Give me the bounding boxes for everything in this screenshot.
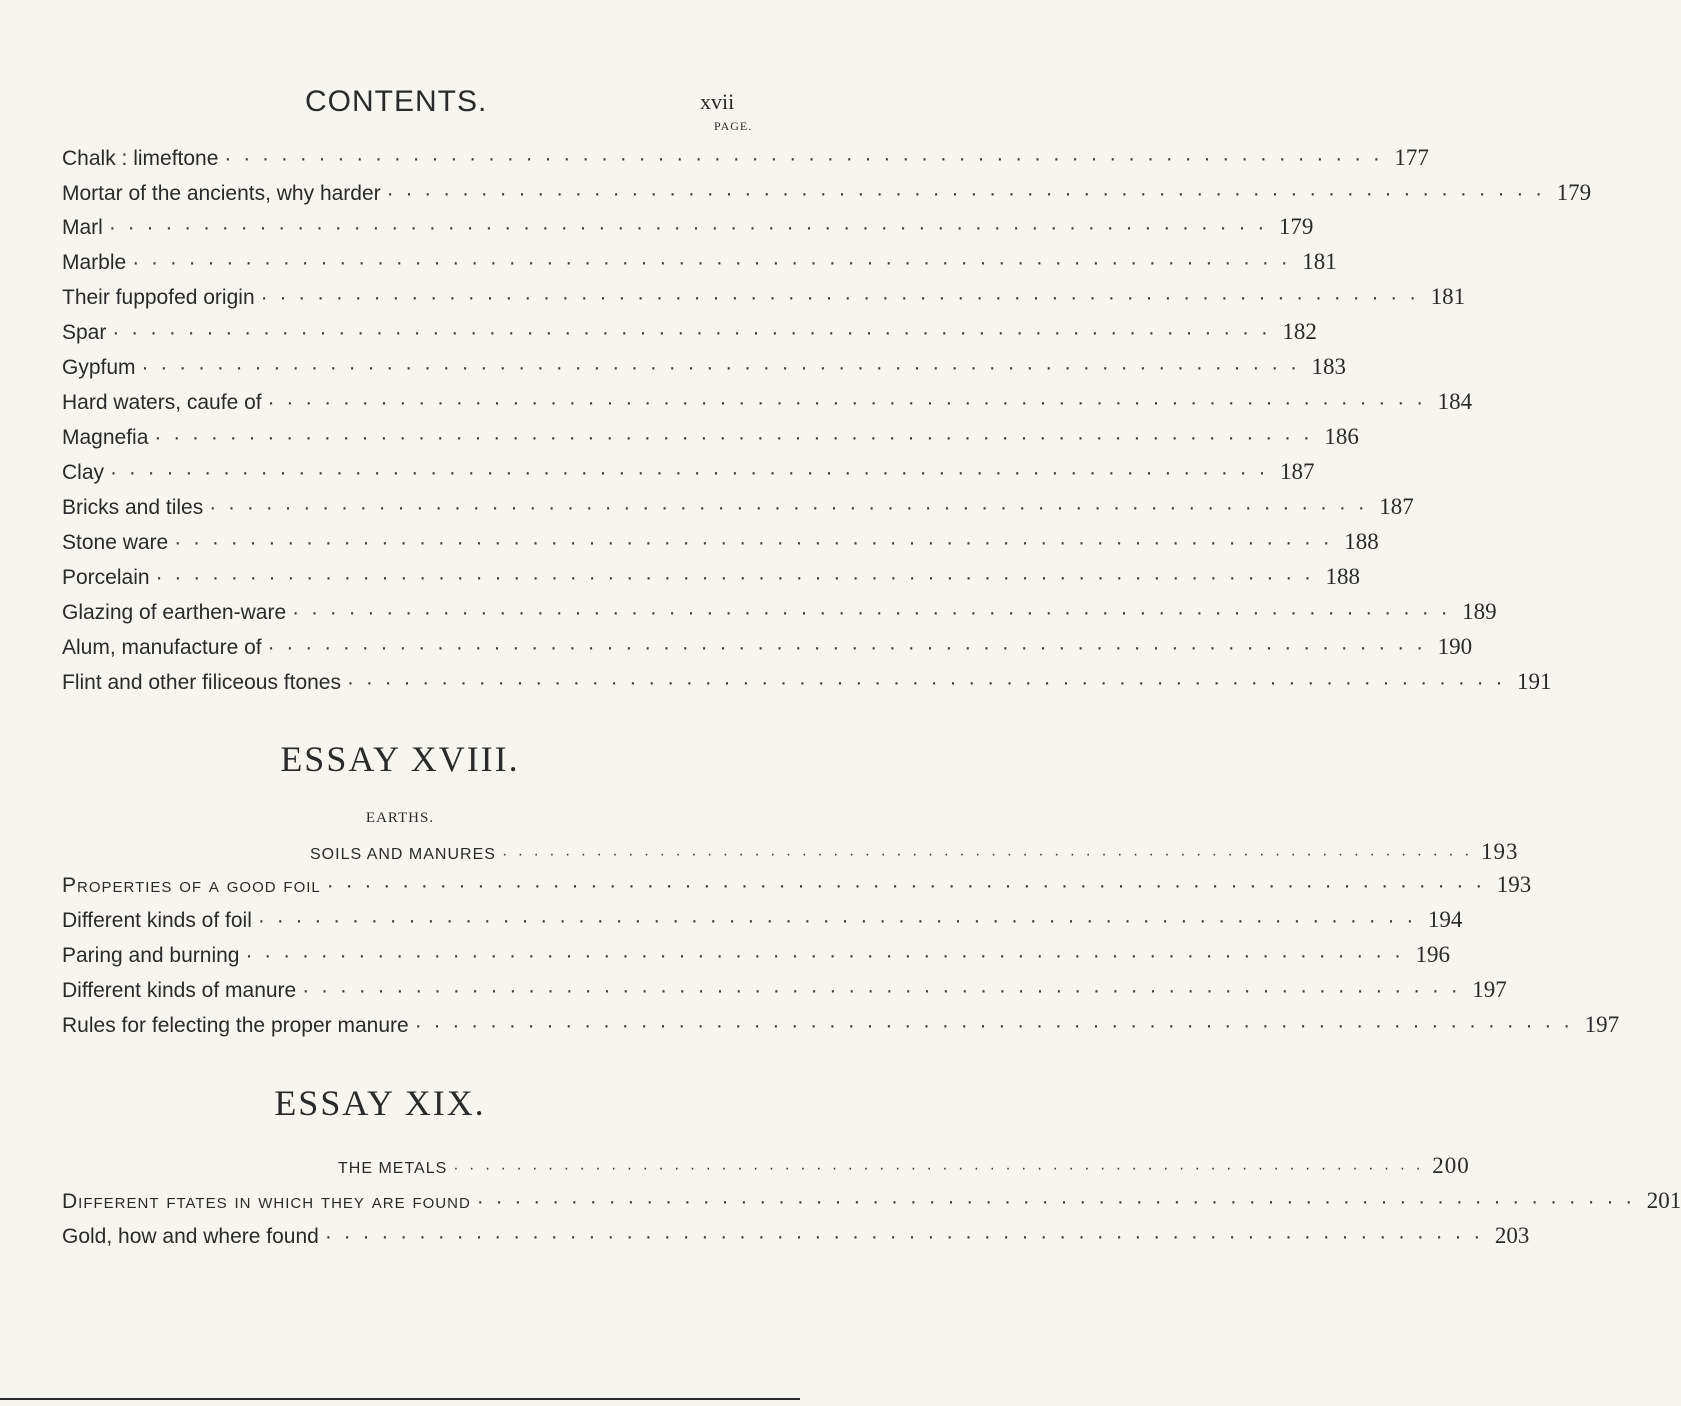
leader-dots: · · · · · · · · · · · · · · · · · · · · · · · · · · · · · · · · · · · · · · · · · · · · · · · · · · · · · · · · · · · · · ·	[302, 979, 1461, 1002]
toc-entry	[62, 319, 1317, 349]
toc-entry	[62, 669, 1552, 699]
entry-label: Flint and other filiceous ftones	[62, 671, 341, 694]
entry-label: Chalk : limeftone	[62, 147, 219, 170]
entry-label: Bricks and tiles	[62, 496, 204, 519]
toc-entry	[62, 1223, 1530, 1253]
entry-page: 189	[1462, 599, 1497, 624]
leader-dots: · · · · · · · · · · · · · · · · · · · · · · · · · · · · · · · · · · · · · · · · · · · · · · · · · · · · · · · · · · · · · ·	[110, 461, 1269, 484]
leader-dots: · · · · · · · · · · · · · · · · · · · · · · · · · · · · · · · · · · · · · · · · · · · · · · · · · · · · · · · · · · · · · ·	[267, 391, 1427, 414]
entry-page: 203	[1494, 1223, 1530, 1248]
entry-label: Different kinds of manure	[62, 979, 297, 1002]
entry-page: 188	[1344, 529, 1379, 554]
entry-page: 196	[1415, 942, 1450, 967]
entry-page: 186	[1324, 424, 1359, 449]
toc-entry	[62, 249, 1337, 279]
entry-page: 181	[1302, 249, 1337, 274]
entry-page: 197	[1472, 977, 1507, 1002]
entry-page: 179	[1278, 214, 1314, 239]
entry-label: Gold, how and where found	[62, 1225, 319, 1248]
toc-entry	[62, 942, 1450, 972]
section-label: SOILS AND MANURES	[310, 846, 496, 863]
toc-entry	[62, 424, 1359, 454]
leader-dots: · · · · · · · · · · · · · · · · · · · · · · · · · · · · · · · · · · · · · · · · · · · · · · · · · · · · · · · · · · · · · ·	[257, 909, 1417, 932]
leader-dots: · · · · · · · · · · · · · · · · · · · · · · · · · · · · · · · · · · · · · · · · · · · · · · · · · · · · · · · · · · · · · ·	[292, 601, 1451, 624]
entry-label: Properties of a good foil	[62, 874, 321, 897]
entry-page: 181	[1430, 284, 1466, 309]
toc-entry	[62, 529, 1379, 559]
entry-page: 197	[1584, 1012, 1620, 1037]
entry-label: Different kinds of foil	[62, 909, 252, 932]
section-label: THE METALS	[338, 1160, 448, 1177]
entry-page: 184	[1437, 389, 1473, 414]
entry-label: Marl	[62, 216, 103, 239]
toc-entry	[62, 634, 1473, 664]
leader-dots: · · · · · · · · · · · · · · · · · · · · · · · · · · · · · · · · · · · · · · · · · · · · · · · · · · · · · · · · · · · · · ·	[154, 426, 1313, 449]
section-page: 193	[1480, 839, 1519, 864]
toc-entry	[62, 180, 1592, 210]
toc-entry	[62, 214, 1314, 244]
leader-dots: · · · · · · · · · · · · · · · · · · · · · · · · · · · · · · · · · · · · · · · · · · · · · · · · · · · · · · · · · · · · · ·	[112, 321, 1271, 344]
entry-label: Mortar of the ancients, why harder	[62, 182, 381, 205]
leader-dots: · · · · · · · · · · · · · · · · · · · · · · · · · · · · · · · · · · · · · · · · · · · · · · · · · · · · · · · · · · · · · ·	[453, 1160, 1424, 1177]
leader-dots: · · · · · · · · · · · · · · · · · · · · · · · · · · · · · · · · · · · · · · · · · · · · · · · · · · · · · · · · · · · · · ·	[245, 944, 1404, 967]
entry-label: Alum, manufacture of	[62, 636, 262, 659]
entry-label: Spar	[62, 321, 107, 344]
entry-label: Stone ware	[62, 531, 169, 554]
entry-label: Different ftates in which they are found	[62, 1190, 471, 1213]
toc-section	[310, 839, 1519, 869]
page-title: CONTENTS.	[305, 85, 488, 118]
entry-page: 187	[1379, 494, 1414, 519]
entry-label: Rules for felecting the proper manure	[62, 1014, 409, 1037]
entry-page: 182	[1282, 319, 1317, 344]
leader-dots: · · · · · · · · · · · · · · · · · · · · · · · · · · · · · · · · · · · · · · · · · · · · · · · · · · · · · · · · · · · · · ·	[174, 531, 1333, 554]
toc-entry	[62, 389, 1473, 419]
entry-label: Porcelain	[62, 566, 150, 589]
entry-page: 193	[1496, 872, 1532, 897]
entry-page: 201	[1646, 1188, 1681, 1213]
page-header	[0, 85, 800, 125]
toc-section	[338, 1153, 1470, 1183]
entry-label: Gypfum	[62, 356, 136, 379]
entry-page: 179	[1556, 180, 1592, 205]
toc-entry	[62, 977, 1507, 1007]
leader-dots: · · · · · · · · · · · · · · · · · · · · · · · · · · · · · · · · · · · · · · · · · · · · · · · · · · · · · · · · · · · · · ·	[260, 286, 1420, 309]
toc-entry	[62, 907, 1463, 937]
essay-18-subhead: EARTHS.	[365, 810, 435, 826]
leader-dots: · · · · · · · · · · · · · · · · · · · · · · · · · · · · · · · · · · · · · · · · · · · · · · · · · · · · · · · · · · · · · ·	[476, 1190, 1636, 1213]
leader-dots: · · · · · · · · · · · · · · · · · · · · · · · · · · · · · · · · · · · · · · · · · · · · · · · · · · · · · · · · · · · · · ·	[326, 874, 1486, 897]
leader-dots: · · · · · · · · · · · · · · · · · · · · · · · · · · · · · · · · · · · · · · · · · · · · · · · · · · · · · · · · · · · · · ·	[414, 1014, 1574, 1037]
toc-entry	[62, 494, 1414, 524]
toc-entry	[62, 284, 1466, 314]
leader-dots: · · · · · · · · · · · · · · · · · · · · · · · · · · · · · · · · · · · · · · · · · · · · · · · · · · · · · · · · · · · · · ·	[132, 251, 1291, 274]
leader-dots: · · · · · · · · · · · · · · · · · · · · · · · · · · · · · · · · · · · · · · · · · · · · · · · · · · · · · · · · · · · · · ·	[155, 566, 1315, 589]
section-page: 200	[1432, 1153, 1470, 1178]
leader-dots: · · · · · · · · · · · · · · · · · · · · · · · · · · · · · · · · · · · · · · · · · · · · · · · · · · · · · · · · · · · · · ·	[347, 671, 1506, 694]
leader-dots: · · · · · · · · · · · · · · · · · · · · · · · · · · · · · · · · · · · · · · · · · · · · · · · · · · · · · · · · · · · · · ·	[141, 356, 1301, 379]
entry-page: 194	[1427, 907, 1463, 932]
entry-page: 190	[1437, 634, 1473, 659]
essay-19-heading: ESSAY XIX.	[274, 1083, 486, 1123]
entry-label: Glazing of earthen-ware	[62, 601, 287, 624]
entry-page: 183	[1311, 354, 1347, 379]
toc-entry	[62, 459, 1315, 489]
entry-page: 188	[1325, 564, 1361, 589]
toc-entry	[62, 599, 1497, 629]
leader-dots: · · · · · · · · · · · · · · · · · · · · · · · · · · · · · · · · · · · · · · · · · · · · · · · · · · · · · · · · · · · · · ·	[501, 846, 1473, 863]
leader-dots: · · · · · · · · · · · · · · · · · · · · · · · · · · · · · · · · · · · · · · · · · · · · · · · · · · · · · · · · · · · · · ·	[324, 1225, 1484, 1248]
page-bottom-rule	[0, 1398, 800, 1400]
toc-entry	[62, 564, 1361, 594]
entry-label: Magnefia	[62, 426, 149, 449]
page-column-label: PAGE.	[714, 119, 753, 133]
essay-18-heading: ESSAY XVIII.	[280, 739, 520, 779]
leader-dots: · · · · · · · · · · · · · · · · · · · · · · · · · · · · · · · · · · · · · · · · · · · · · · · · · · · · · · · · · · · · · ·	[209, 496, 1368, 519]
leader-dots: · · · · · · · · · · · · · · · · · · · · · · · · · · · · · · · · · · · · · · · · · · · · · · · · · · · · · · · · · · · · · ·	[108, 216, 1268, 239]
entry-page: 187	[1280, 459, 1315, 484]
entry-page: 191	[1516, 669, 1552, 694]
toc-entry	[62, 354, 1347, 384]
toc-entry	[62, 1188, 1681, 1218]
entry-label: Paring and burning	[62, 944, 240, 967]
page-number: xvii	[700, 89, 735, 114]
entry-label: Their fuppofed origin	[62, 286, 255, 309]
entry-label: Hard waters, caufe of	[62, 391, 262, 414]
entry-label: Clay	[62, 461, 105, 484]
leader-dots: · · · · · · · · · · · · · · · · · · · · · · · · · · · · · · · · · · · · · · · · · · · · · · · · · · · · · · · · · · · · · ·	[386, 182, 1546, 205]
toc-entry	[62, 1012, 1620, 1042]
leader-dots: · · · · · · · · · · · · · · · · · · · · · · · · · · · · · · · · · · · · · · · · · · · · · · · · · · · · · · · · · · · · · ·	[224, 147, 1383, 170]
toc-entry	[62, 872, 1532, 902]
entry-label: Marble	[62, 251, 127, 274]
leader-dots: · · · · · · · · · · · · · · · · · · · · · · · · · · · · · · · · · · · · · · · · · · · · · · · · · · · · · · · · · · · · · ·	[267, 636, 1427, 659]
toc-entry	[62, 145, 1429, 175]
entry-page: 177	[1394, 145, 1429, 170]
